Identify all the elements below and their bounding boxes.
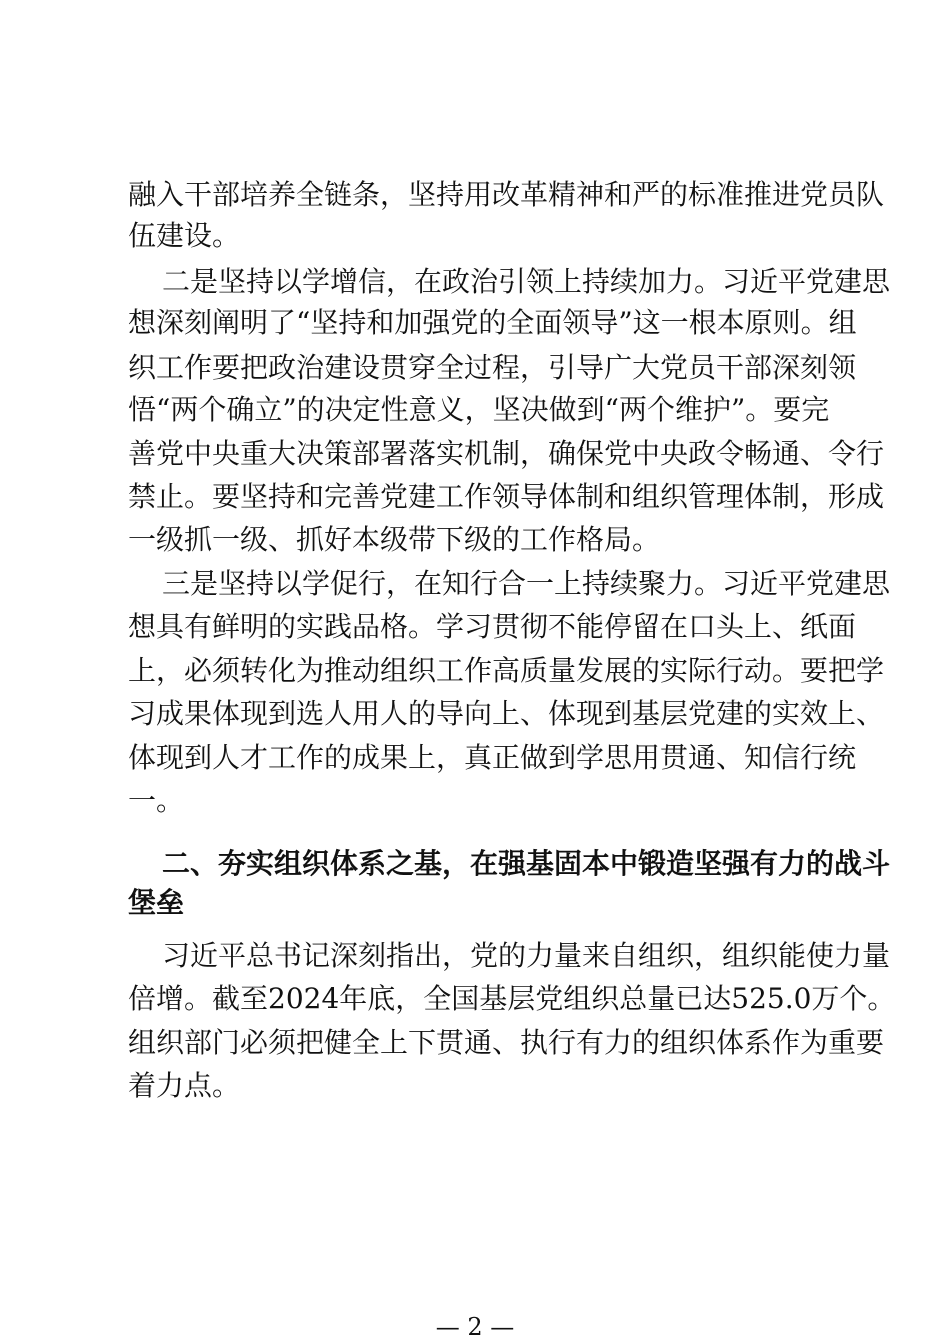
body-line: 倍增。截至2024年底，全国基层党组织总量已达525.0万个。: [128, 982, 896, 1015]
body-line: 织工作要把政治建设贯穿全过程，引导广大党员干部深刻领: [128, 351, 857, 384]
body-line: 禁止。要坚持和完善党建工作领导体制和组织管理体制，形成: [128, 480, 885, 513]
body-line: 善党中央重大决策部署落实机制，确保党中央政令畅通、令行: [128, 437, 885, 470]
body-line: 习成果体现到选人用人的导向上、体现到基层党建的实效上、: [128, 697, 885, 730]
paragraph-first-line: 三是坚持以学促行，在知行合一上持续聚力。习近平党建思: [162, 567, 891, 600]
body-line: 融入干部培养全链条，坚持用改革精神和严的标准推进党员队: [128, 178, 885, 211]
section-heading: 堡垒: [128, 886, 185, 919]
body-line: 组织部门必须把健全上下贯通、执行有力的组织体系作为重要: [128, 1026, 885, 1059]
body-line: 一。: [128, 784, 185, 817]
body-line: 上，必须转化为推动组织工作高质量发展的实际行动。要把学: [128, 654, 885, 687]
section-heading: 二、夯实组织体系之基，在强基固本中锻造坚强有力的战斗: [162, 847, 891, 880]
body-line: 体现到人才工作的成果上，真正做到学思用贯通、知信行统: [128, 741, 857, 774]
page-number: — 2 —: [435, 1313, 515, 1341]
body-line: 想具有鲜明的实践品格。学习贯彻不能停留在口头上、纸面: [128, 610, 857, 643]
body-line: 着力点。: [128, 1069, 241, 1102]
paragraph-first-line: 习近平总书记深刻指出，党的力量来自组织，组织能使力量: [162, 939, 891, 972]
body-line: 伍建设。: [128, 219, 241, 252]
body-line: 一级抓一级、抓好本级带下级的工作格局。: [128, 523, 661, 556]
body-line: 想深刻阐明了“坚持和加强党的全面领导”这一根本原则。组: [128, 306, 857, 339]
paragraph-first-line: 二是坚持以学增信，在政治引领上持续加力。习近平党建思: [162, 265, 891, 298]
body-line: 悟“两个确立”的决定性意义，坚决做到“两个维护”。要完: [128, 393, 830, 426]
